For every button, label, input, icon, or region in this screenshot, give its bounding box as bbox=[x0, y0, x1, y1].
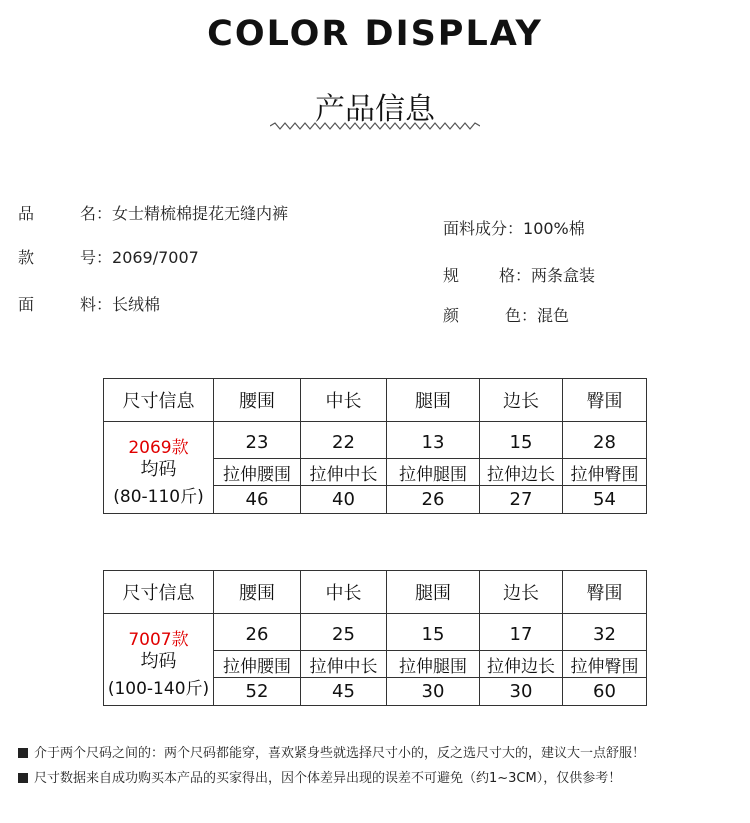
table-header-row: 尺寸信息 腰围 中长 腿围 边长 臀围 bbox=[104, 379, 647, 422]
table-row: 拉伸腰围 拉伸中长 拉伸腿围 拉伸边长 拉伸臀围 bbox=[104, 459, 647, 486]
info-model-row: 款 号：2069/7007 bbox=[18, 248, 199, 267]
section-title: 产品信息 bbox=[315, 92, 435, 127]
product-fabric: 长绒棉 bbox=[112, 295, 161, 314]
wave-divider bbox=[270, 121, 480, 131]
page-title: COLOR DISPLAY bbox=[207, 14, 543, 54]
product-spec: 两条盒装 bbox=[531, 266, 596, 285]
note-item: 尺寸数据来自成功购买本产品的买家得出，因个体差异出现的误差不可避免（约1~3CM），仅供参考！ bbox=[18, 767, 621, 786]
square-bullet-icon bbox=[18, 748, 28, 758]
table-row: 46 40 26 27 54 bbox=[104, 486, 647, 514]
table-row: 拉伸腰围 拉伸中长 拉伸腿围 拉伸边长 拉伸臀围 bbox=[104, 651, 647, 678]
product-composition: 100%棉 bbox=[523, 219, 585, 238]
model-code: 7007款 bbox=[128, 629, 189, 650]
size-table-2069 bbox=[103, 378, 647, 514]
product-model: 2069/7007 bbox=[112, 248, 199, 267]
info-composition-row: 面料成分：100%棉 bbox=[443, 219, 585, 238]
size-table-7007 bbox=[103, 570, 647, 706]
table-header-row: 尺寸信息 腰围 中长 腿围 边长 臀围 bbox=[104, 571, 647, 614]
info-name-row: 品 名：女士精梳棉提花无缝内裤 bbox=[18, 204, 289, 223]
table-row: 2069款 均码 (80-110斤) 23 22 13 15 28 bbox=[104, 422, 647, 459]
square-bullet-icon bbox=[18, 773, 28, 783]
info-color-row: 颜 色：混色 bbox=[443, 306, 570, 325]
product-color: 混色 bbox=[537, 306, 570, 325]
info-fabric-row: 面 料：长绒棉 bbox=[18, 295, 161, 314]
note-item: 介于两个尺码之间的：两个尺码都能穿，喜欢紧身些就选择尺寸小的，反之选尺寸大的，建议大一点舒服！ bbox=[18, 742, 645, 761]
product-name: 女士精梳棉提花无缝内裤 bbox=[112, 204, 289, 223]
info-spec-row: 规 格：两条盒装 bbox=[443, 266, 596, 285]
table-row: 7007款 均码 (100-140斤) 26 25 15 17 32 bbox=[104, 614, 647, 651]
model-code: 2069款 bbox=[128, 437, 189, 458]
size-label-cell: 2069款 均码 (80-110斤) bbox=[104, 422, 214, 514]
size-label-cell: 7007款 均码 (100-140斤) bbox=[104, 614, 214, 706]
table-row: 52 45 30 30 60 bbox=[104, 678, 647, 706]
